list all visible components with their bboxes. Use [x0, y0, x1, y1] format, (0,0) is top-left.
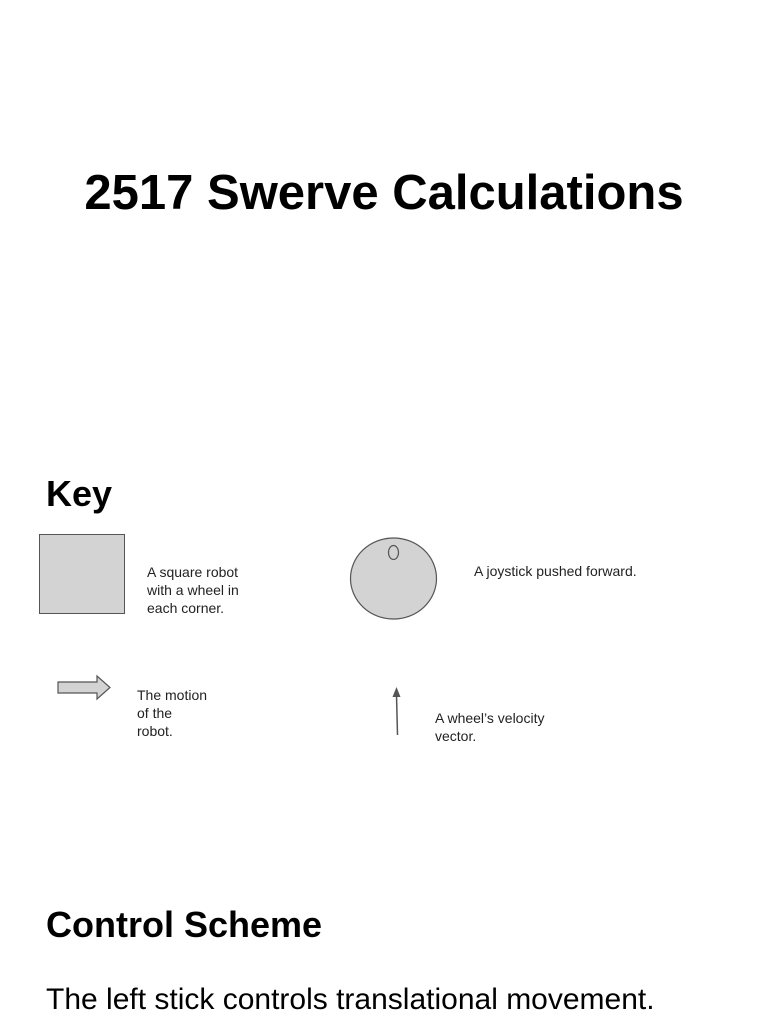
joystick-description: A joystick pushed forward.: [474, 563, 637, 579]
joystick-knob-icon: [389, 546, 399, 560]
control-scheme-heading: Control Scheme: [46, 904, 323, 945]
velocity-vector-icon: [388, 685, 406, 739]
control-scheme-text: The left stick controls translational movement.: [46, 983, 655, 1016]
square-robot-icon: [39, 534, 125, 614]
velocity-description: A wheel’s velocity vector.: [435, 710, 545, 744]
square-robot-description: A square robot with a wheel in each corner.: [147, 564, 239, 616]
joystick-icon: [347, 535, 441, 623]
key-heading: Key: [46, 473, 113, 514]
motion-description: The motion of the robot.: [137, 687, 208, 739]
page-title: 2517 Swerve Calculations: [84, 166, 684, 220]
motion-arrow-icon: [56, 674, 114, 702]
